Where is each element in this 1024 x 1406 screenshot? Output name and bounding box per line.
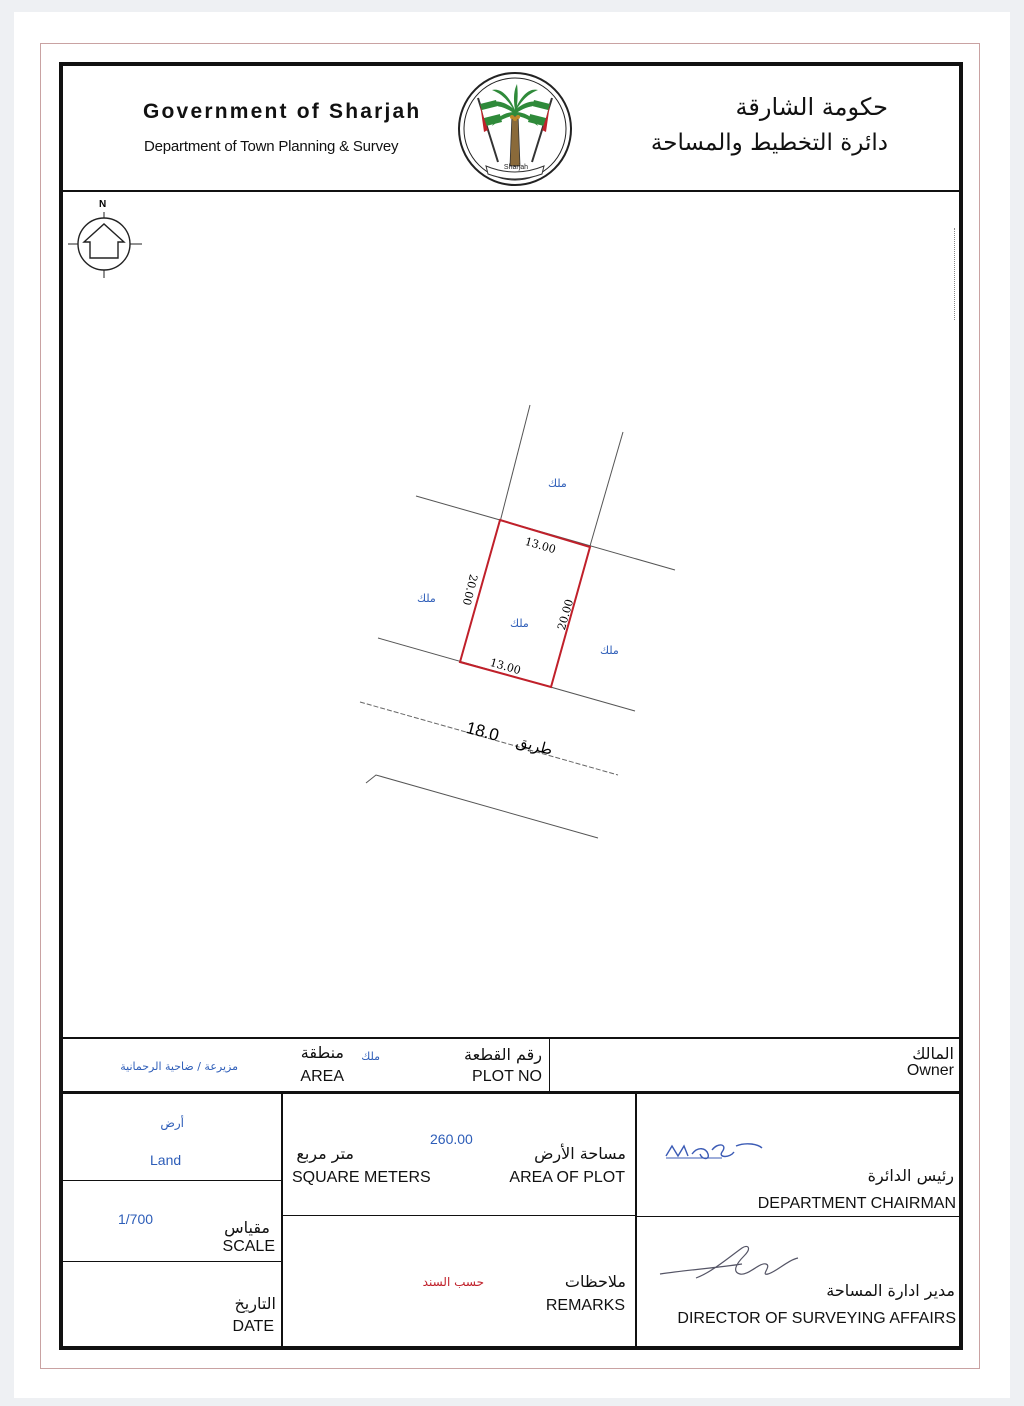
table-row1-border [63, 1091, 959, 1094]
area-remarks-divider [283, 1215, 635, 1216]
row1-divider [549, 1039, 550, 1091]
road-width: 18.0 [464, 718, 501, 745]
area-of-plot-value: 260.00 [430, 1131, 473, 1147]
land-use-ar: أرض [160, 1116, 184, 1130]
area-of-plot-label-ar: مساحة الأرض [534, 1144, 626, 1163]
unit-label-en: SQUARE METERS [292, 1169, 431, 1186]
dimension-top: 13.00 [523, 535, 558, 557]
emblem-label: Sharjah [503, 164, 529, 171]
date-label-ar: التاريخ [234, 1294, 276, 1313]
director-signature-icon [656, 1240, 806, 1286]
area-label-en: AREA [300, 1068, 344, 1085]
plot-no-value: ملك [361, 1050, 380, 1063]
col-divider-right [635, 1094, 637, 1346]
scale-date-divider [63, 1261, 281, 1262]
neighbor-label-left: ملك [417, 592, 436, 605]
neighbor-label-right: ملك [600, 644, 619, 657]
scale-label-en: SCALE [222, 1238, 275, 1255]
area-value: مزيرعة / ضاحية الرحمانية [120, 1060, 238, 1073]
header-subtitle-ar: دائرة التخطيط والمساحة [650, 130, 888, 156]
header-divider [63, 190, 959, 192]
land-scale-divider [63, 1180, 281, 1181]
owner-label-en: Owner [906, 1062, 954, 1079]
remarks-label-ar: ملاحظات [564, 1272, 626, 1291]
chairman-label-en: DEPARTMENT CHAIRMAN [757, 1195, 956, 1212]
header-subtitle-en: Department of Town Planning & Survey [144, 138, 399, 155]
plot-no-label-en: PLOT NO [472, 1068, 542, 1085]
director-label-ar: مدير ادارة المساحة [826, 1281, 955, 1300]
chairman-director-divider [637, 1216, 959, 1217]
area-label-ar: منطقة [300, 1043, 344, 1062]
owner-label-ar: المالك [912, 1044, 954, 1063]
chairman-signature-icon [662, 1136, 772, 1166]
scale-value: 1/700 [118, 1211, 154, 1227]
col-divider-left [281, 1094, 283, 1346]
remarks-value: حسب السند [422, 1275, 484, 1289]
land-use-en: Land [150, 1152, 182, 1168]
director-label-en: DIRECTOR OF SURVEYING AFFAIRS [677, 1310, 956, 1327]
table-top-border [63, 1037, 959, 1039]
header-title-ar: حكومة الشارقة [735, 93, 888, 121]
remarks-label-en: REMARKS [545, 1297, 625, 1314]
area-of-plot-label-en: AREA OF PLOT [509, 1169, 625, 1186]
unit-label-ar: متر مربع [296, 1144, 354, 1163]
plot-no-label-ar: رقم القطعة [464, 1045, 542, 1064]
north-arrow-icon [66, 200, 146, 282]
plot-label: ملك [510, 617, 529, 630]
compass-north-label: N [99, 199, 107, 210]
dimension-bottom: 13.00 [488, 656, 523, 678]
header-title-en: Government of Sharjah [143, 100, 422, 123]
dimension-left: 20.00 [459, 572, 480, 607]
dimension-right: 20.00 [555, 597, 577, 632]
neighbor-label-top: ملك [548, 477, 567, 490]
chairman-label-ar: رئيس الدائرة [867, 1166, 954, 1185]
margin-marks [954, 228, 957, 320]
scale-label-ar: مقياس [224, 1218, 270, 1237]
road-label: طريق [514, 732, 555, 759]
date-label-en: DATE [232, 1318, 274, 1335]
